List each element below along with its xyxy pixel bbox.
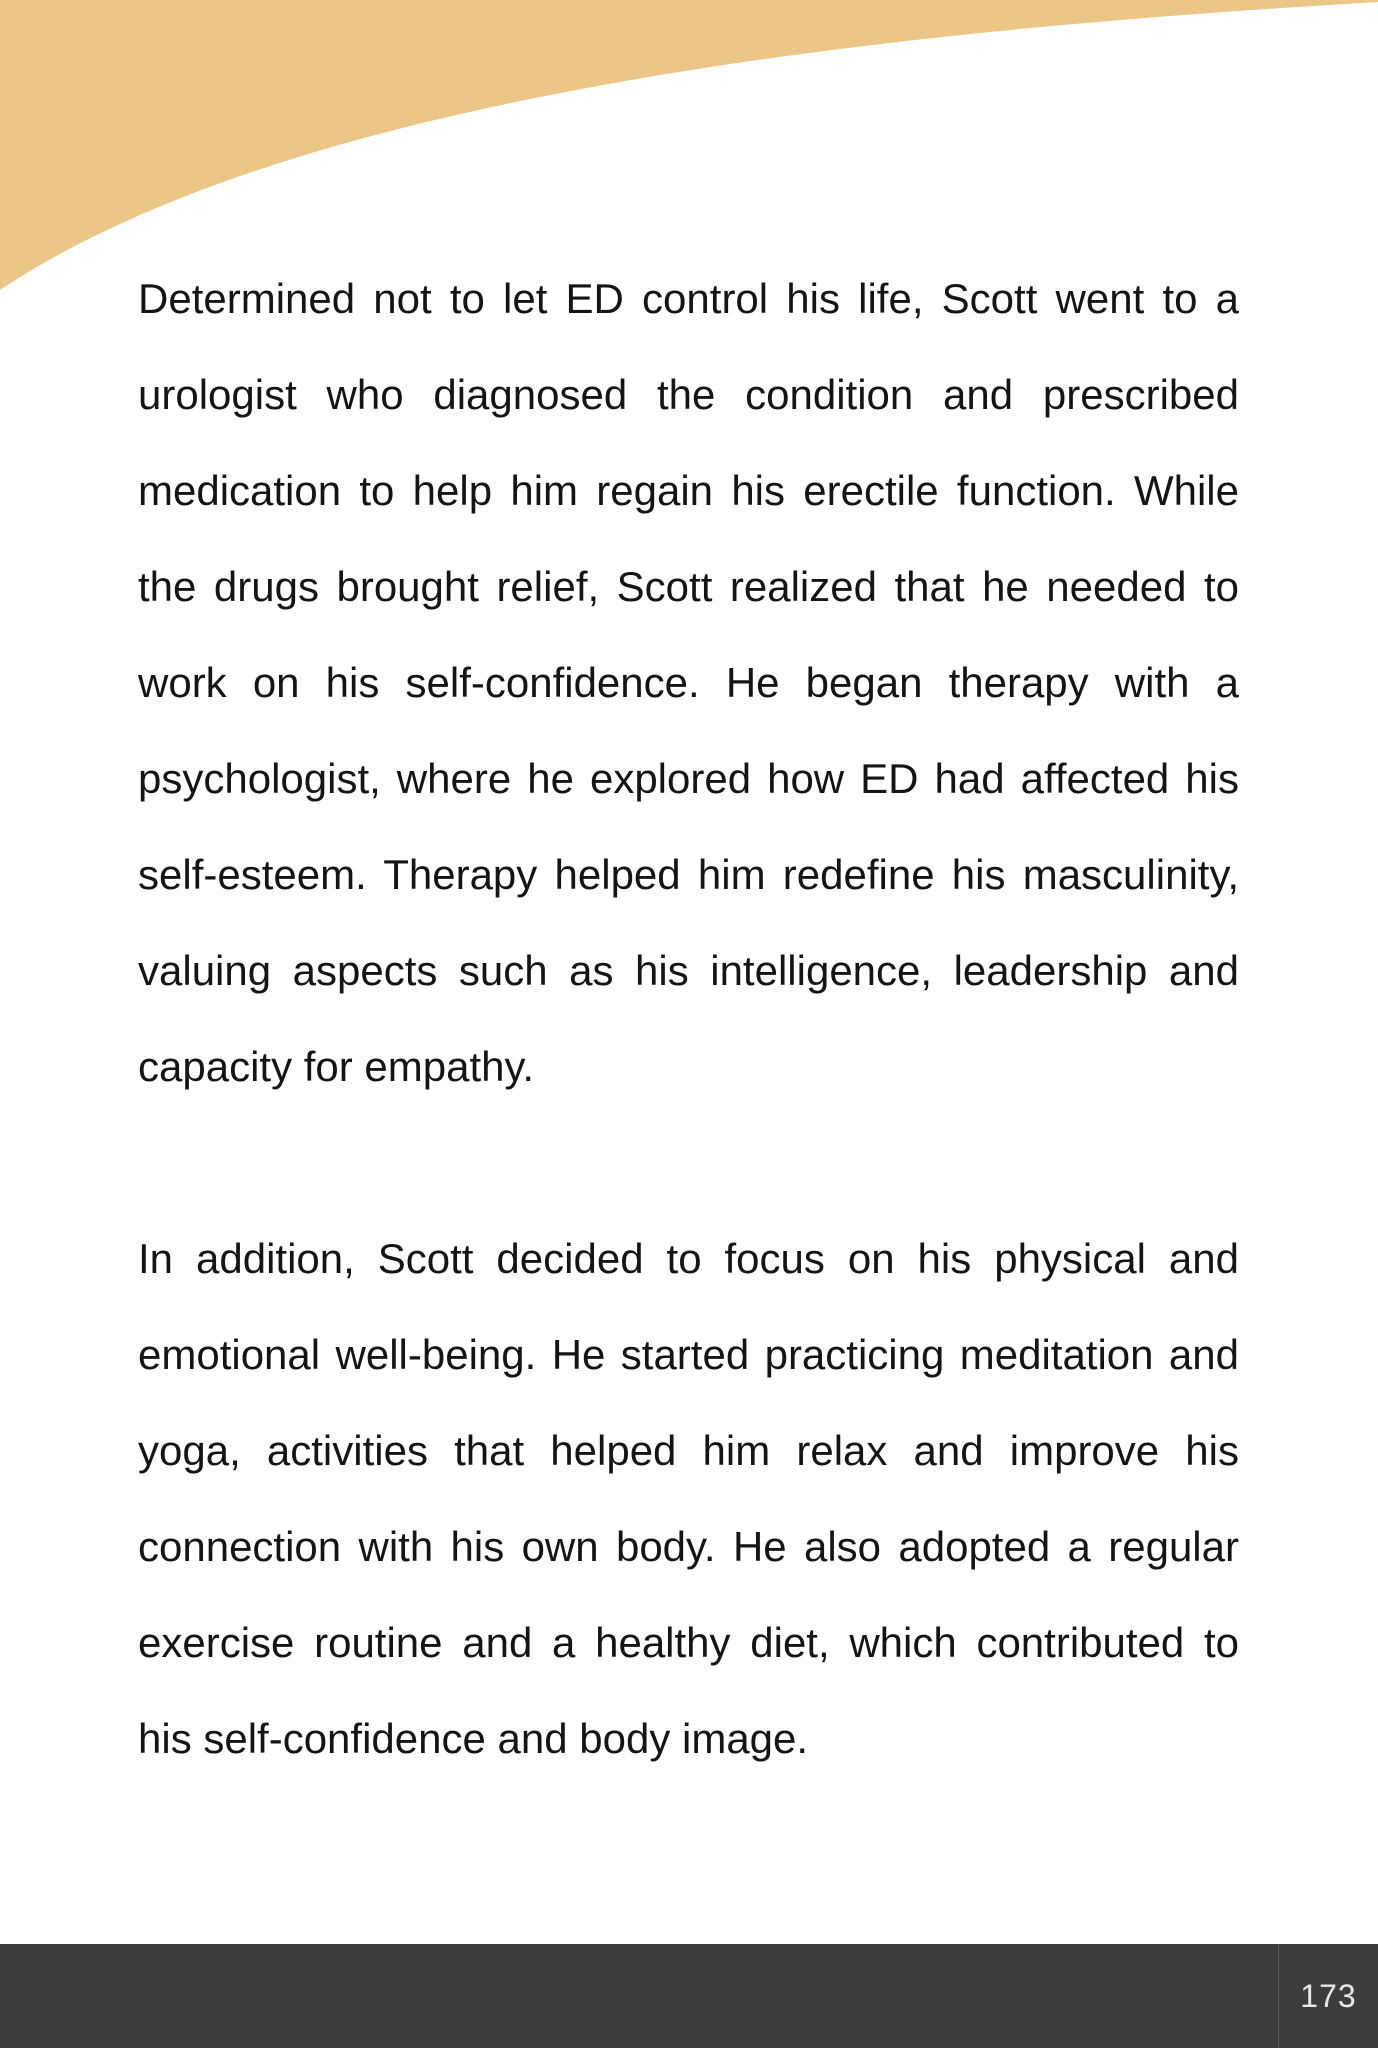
swoosh-shape	[0, 0, 1378, 290]
paragraph-1: Determined not to let ED control his life, Scott went to a urologist who diagnosed the condition and prescribed medication to help him regain his erectile function. While the drugs brought relief, Scott realized that he needed to work on his self-confidence. He began therapy with a psychologist, where he explored how ED had affected his self-esteem. Therapy helped him redefine his masculinity, valuing aspects such as his intelligence, leadership and capacity for empathy.	[138, 275, 1239, 1090]
body-text	[138, 251, 1239, 1787]
paragraph-2: In addition, Scott decided to focus on his physical and emotional well-being. He started practicing meditation and yoga, activities that helped him relax and improve his connection with his own body. He also adopted a regular exercise routine and a healthy diet, which contributed to his self-confidence and body image.	[138, 1235, 1239, 1762]
page-number: 173	[1278, 1944, 1378, 2048]
footer-bar	[0, 1944, 1378, 2048]
